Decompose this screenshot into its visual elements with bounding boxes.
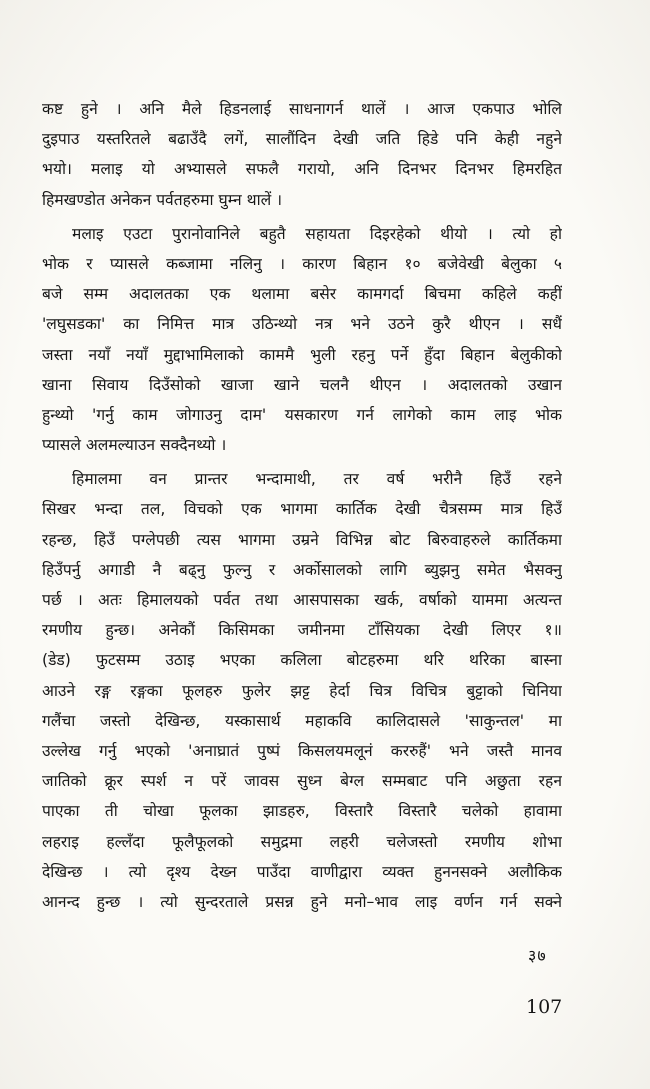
text-line: हिमालमा वन प्रान्तर भन्दामाथी, तर वर्ष भरीनै हिउँ रहने — [72, 470, 562, 489]
text-line: गलैंचा जस्तो देखिन्छ, यस्कासार्थ महाकवि कालिदासले 'साकुन्तल' मा — [42, 711, 562, 730]
text-line: बजे सम्म अदालतका एक थलामा बसेर कामगर्दा बिचमा कहिले कहीं — [42, 285, 562, 304]
text-line: लहराइ हल्लँदा फूलैफूलको समुद्रमा लहरी चलेजस्तो रमणीय शोभा — [42, 832, 562, 851]
text-line: दुइपाउ यस्तरितले बढाउँदै लगें, सालौंदिन देखी जति हिडे पनि केही नहुने — [42, 130, 562, 149]
text-line: प्यासले अलमल्याउन सक्दैनथ्यो । — [42, 436, 227, 455]
text-line: उल्लेख गर्नु भएको 'अनाघ्रातं पुष्पं किसलयमलूनं कररुहैं' भने जस्तै मानव — [42, 741, 562, 760]
text-line: पर्छ । अतः हिमालयको पर्वत तथा आसपासका खर्क, वर्षाको याममा अत्यन्त — [42, 591, 562, 609]
text-line: (डेड) फुटसम्म उठाइ भएका कलिला बोटहरुमा थरि थरिका बास्ना — [42, 651, 562, 670]
text-line: भयो। मलाइ यो अभ्यासले सफलै गरायो, अनि दिनभर दिनभर हिमरहित — [42, 160, 562, 179]
text-line: देखिन्छ । त्यो दृश्य देख्न पाउँदा वाणीद्वारा व्यक्त हुननसक्ने अलौकिक — [42, 862, 562, 881]
chapter-page-marker: ३७ — [528, 946, 547, 965]
text-line: पाएका ती चोखा फूलका झाडहरु, विस्तारै विस्तारै चलेको हावामा — [42, 802, 562, 821]
page-number: 107 — [526, 996, 563, 1018]
text-line: आनन्द हुन्छ । त्यो सुन्दरताले प्रसन्न हुने मनो–भाव लाइ वर्णन गर्न सक्ने — [42, 892, 562, 911]
text-line: 'लघुसडका' का निमित्त मात्र उठिन्थ्यो नत्र भने उठने कुरै थीएन । सधैं — [42, 315, 562, 334]
body-text — [42, 94, 562, 917]
text-line: जस्ता नयाँ नयाँ मुद्दाभामिलाको काममै भुली रहनु पर्ने हुँदा बिहान बेलुकीको — [42, 345, 562, 364]
text-line: सिखर भन्दा तल, विचको एक भागमा कार्तिक देखी चैत्रसम्म मात्र हिउँ — [42, 500, 562, 519]
text-line: जातिको क्रूर स्पर्श न परें जावस सुध्न बेग्ल सम्मबाट पनि अछुता रहन — [42, 772, 562, 791]
text-line: भोक र प्यासले कब्जामा नलिनु । कारण बिहान १० बजेवेखी बेलुका ५ — [42, 254, 562, 273]
text-line: रमणीय हुन्छ। अनेकौं किसिमका जमीनमा टाँसियका देखी लिएर १॥ — [42, 621, 562, 640]
text-line: कष्ट हुने । अनि मैले हिडनलाई साधनागर्न थालें । आज एकपाउ भोलि — [42, 100, 562, 118]
text-line: हुन्थ्यो 'गर्नु काम जोगाउनु दाम' यसकारण गर्न लागेको काम लाइ भोक — [42, 405, 562, 424]
text-line: हिमखण्डोत अनेकन पर्वतहरुमा घुम्न थालें । — [42, 190, 283, 209]
text-line: हिउँपर्नु अगाडी नै बढ्नु फुल्नु र अर्कोसालको लागि ब्युझनु समेत भैसक्नु — [42, 560, 562, 579]
text-line: रहन्छ, हिउँ पग्लेपछी त्यस भागमा उम्रने विभिन्न बोट बिरुवाहरुले कार्तिकमा — [42, 530, 562, 549]
text-line: आउने रङ्ग रङ्गका फूलहरु फुलेर झट्ट हेर्दा चित्र विचित्र बुट्टाको चिनिया — [42, 681, 562, 700]
text-line: मलाइ एउटा पुरानोवानिले बहुतै सहायता दिइरहेको थीयो । त्यो हो — [72, 224, 562, 243]
text-line: खाना सिवाय दिउँसोको खाजा खाने चलनै थीएन । अदालतको उखान — [42, 375, 562, 394]
